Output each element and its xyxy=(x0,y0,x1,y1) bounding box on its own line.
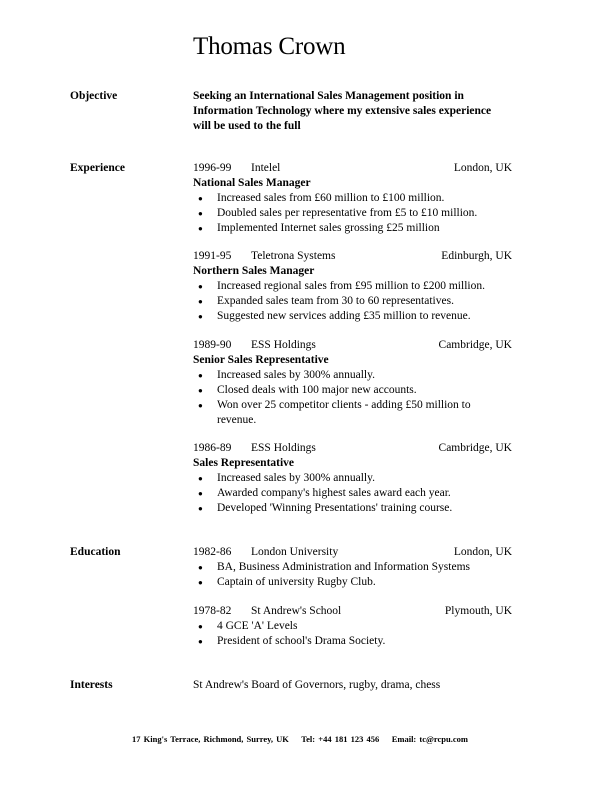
bullet-icon: ● xyxy=(198,224,203,233)
education-entry xyxy=(193,545,512,590)
entry-organization: London University xyxy=(251,546,339,558)
bullet-icon: ● xyxy=(198,504,203,513)
bullet-icon: ● xyxy=(198,489,203,498)
entry-job-title: Northern Sales Manager xyxy=(193,265,315,277)
entry-organization: Teletrona Systems xyxy=(251,250,336,262)
entry-header xyxy=(193,338,512,353)
bullet-icon: ● xyxy=(198,371,203,380)
bullet-item: ● Closed deals with 100 major new accounts. xyxy=(198,384,417,396)
bullet-item: ● Awarded company's highest sales award each year. xyxy=(198,487,451,499)
resume-name: Thomas Crown xyxy=(193,33,346,60)
bullet-icon: ● xyxy=(198,312,203,321)
entry-dates: 1978-82 xyxy=(193,605,232,617)
experience-entry xyxy=(193,441,512,516)
entry-organization: St Andrew's School xyxy=(251,605,342,617)
entry-bullet-list xyxy=(193,471,512,516)
entry-organization: Intelel xyxy=(251,162,281,174)
section-label-experience: Experience xyxy=(70,162,125,174)
entry-header xyxy=(193,441,512,456)
bullet-icon: ● xyxy=(198,622,203,631)
entry-location: Plymouth, UK xyxy=(444,605,512,617)
bullet-item: ● Increased sales by 300% annually. xyxy=(198,472,375,484)
entry-location: Edinburgh, UK xyxy=(441,250,512,262)
entry-location: Cambridge, UK xyxy=(438,339,512,351)
bullet-icon: ● xyxy=(198,401,203,410)
entry-dates: 1991-95 xyxy=(193,250,232,262)
bullet-icon: ● xyxy=(198,194,203,203)
bullet-item: ● President of school's Drama Society. xyxy=(198,635,386,647)
bullet-item: ● Expanded sales team from 30 to 60 representatives. xyxy=(198,295,454,307)
entry-location: London, UK xyxy=(453,546,512,558)
interests-text: St Andrew's Board of Governors, rugby, drama, chess xyxy=(193,679,441,691)
bullet-item: ● Won over 25 competitor clients - adding £50 million to revenue. xyxy=(198,399,471,426)
bullet-item: ● Implemented Internet sales grossing £25 million xyxy=(198,222,440,234)
bullet-icon: ● xyxy=(198,563,203,572)
bullet-item: ● Increased sales by 300% annually. xyxy=(198,369,375,381)
entry-header xyxy=(193,249,512,264)
entry-header xyxy=(193,161,512,176)
entry-job-title: Senior Sales Representative xyxy=(193,354,329,366)
entry-bullet-list xyxy=(193,619,512,649)
entry-bullet-list xyxy=(193,560,512,590)
education-entry xyxy=(193,604,512,649)
experience-entry xyxy=(193,338,512,428)
entry-dates: 1982-86 xyxy=(193,546,232,558)
bullet-item: ● Captain of university Rugby Club. xyxy=(198,576,376,588)
objective-text: Seeking an International Sales Management position in Information Technology where my extensive sales experience will be used to the full xyxy=(193,90,492,132)
entry-header xyxy=(193,545,512,560)
entry-organization: ESS Holdings xyxy=(251,442,316,454)
entry-location: London, UK xyxy=(453,162,512,174)
entry-dates: 1986-89 xyxy=(193,442,232,454)
bullet-item: ● Increased sales from £60 million to £100 million. xyxy=(198,192,445,204)
bullet-item: ● 4 GCE 'A' Levels xyxy=(198,620,298,632)
section-label-objective: Objective xyxy=(70,90,118,102)
entry-job-title: National Sales Manager xyxy=(193,177,311,189)
entry-header xyxy=(193,604,512,619)
entry-organization: ESS Holdings xyxy=(251,339,316,351)
bullet-item: ● Developed 'Winning Presentations' training course. xyxy=(198,502,453,514)
bullet-icon: ● xyxy=(198,282,203,291)
section-label-education: Education xyxy=(70,546,121,558)
contact-footer: 17 King's Terrace, Richmond, Surrey, UK Tel: +44 181 123 456 Email: tc@rcpu.com xyxy=(132,734,468,744)
bullet-icon: ● xyxy=(198,386,203,395)
bullet-item: ● BA, Business Administration and Information Systems xyxy=(198,561,470,573)
entry-job-title: Sales Representative xyxy=(193,457,295,469)
bullet-item: ● Increased regional sales from £95 million to £200 million. xyxy=(198,280,485,292)
bullet-icon: ● xyxy=(198,578,203,587)
entry-dates: 1989-90 xyxy=(193,339,232,351)
entry-bullet-list xyxy=(193,279,512,324)
entry-bullet-list xyxy=(193,368,512,428)
bullet-icon: ● xyxy=(198,209,203,218)
entry-location: Cambridge, UK xyxy=(438,442,512,454)
bullet-icon: ● xyxy=(198,637,203,646)
section-label-interests: Interests xyxy=(70,679,113,691)
bullet-icon: ● xyxy=(198,474,203,483)
experience-entry xyxy=(193,161,512,236)
experience-entry xyxy=(193,249,512,324)
entry-bullet-list xyxy=(193,191,512,236)
bullet-item: ● Doubled sales per representative from £5 to £10 million. xyxy=(198,207,478,219)
bullet-item: ● Suggested new services adding £35 million to revenue. xyxy=(198,310,471,322)
entry-dates: 1996-99 xyxy=(193,162,232,174)
bullet-icon: ● xyxy=(198,297,203,306)
